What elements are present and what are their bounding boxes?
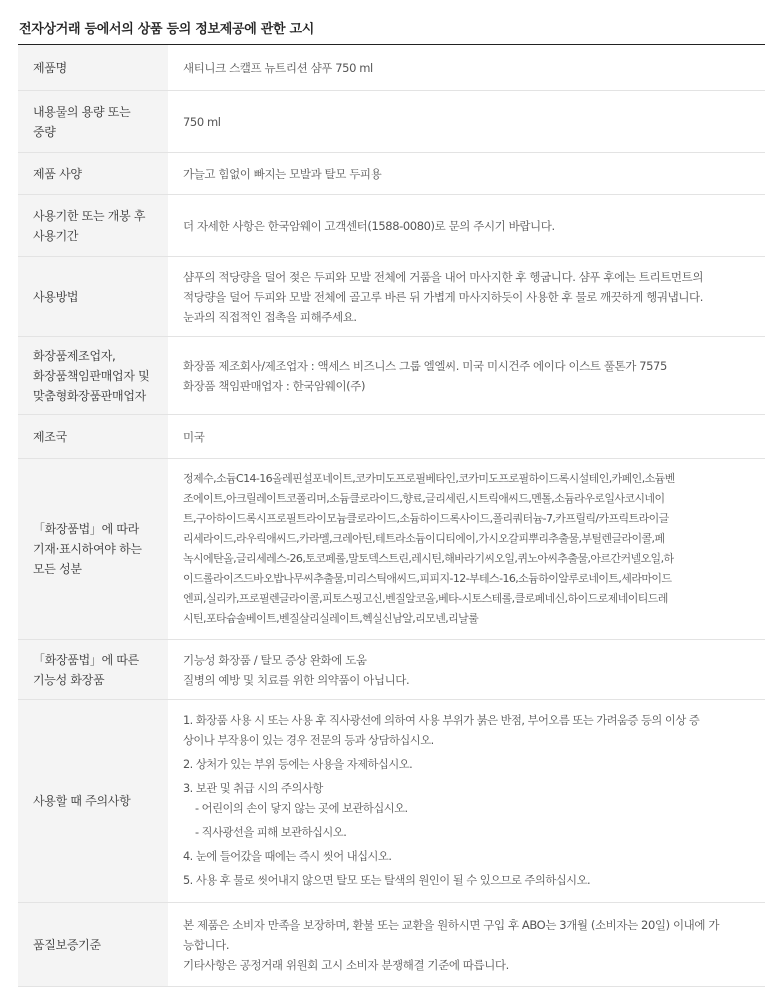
row-value [168, 903, 765, 986]
value-line: 시틴,포타슘솔베이트,벤질살리실레이트,헥실신남알,리모넨,리날룰 [183, 612, 479, 625]
value-line: 녹시에탄올,글리세레스-26,토코페롤,말토덱스트린,레시틴,해바라기씨오일,퀴노아씨추출물,아르간커넬오일,하 [183, 552, 674, 565]
row-value [168, 91, 765, 152]
value-line: 조에이트,아크릴레이트코폴리머,소듐클로라이드,향료,글리세린,시트릭애씨드,멘톨,소듐라우로일사코시네이 [183, 492, 665, 505]
row-label: 제조국 [18, 415, 168, 458]
value-line: 화장품 제조회사/제조업자 : 액세스 비즈니스 그룹 엘엘씨. 미국 미시건주 에이다 이스트 풀톤가 7575 [183, 358, 667, 373]
value-line: 이드롤라이즈드바오밥나무씨추출물,미리스틱애씨드,피피지-12-부테스-16,소듐하이알루로네이트,세라마이드 [183, 572, 672, 585]
value-line: 샴푸의 적당량을 덜어 젖은 두피와 모발 전체에 거품을 내어 마사지한 후 헹굽니다. 샴푸 후에는 트리트먼트의 [183, 269, 704, 284]
value-line: 새티니크 스캘프 뉴트리션 샴푸 750 ml [183, 60, 373, 75]
value-line: 눈과의 직접적인 접촉을 피해주세요. [183, 309, 357, 324]
row-value [168, 700, 765, 902]
row-value [168, 257, 765, 336]
table-row-precautions [18, 700, 765, 903]
page-title: 전자상거래 등에서의 상품 등의 정보제공에 관한 고시 [19, 22, 315, 37]
value-line: - 직사광선을 피해 보관하십시오. [195, 826, 347, 839]
value-line: 3. 보관 및 취급 시의 주의사항 [183, 782, 323, 795]
row-label: 내용물의 용량 또는 중량 [18, 91, 168, 152]
row-value [168, 45, 765, 90]
product-info-table [18, 44, 765, 987]
row-label: 품질보증기준 [18, 903, 168, 986]
value-line: 더 자세한 사항은 한국암웨이 고객센터(1588-0080)로 문의 주시기 바랍니다. [183, 218, 555, 233]
row-value [168, 415, 765, 458]
row-label: 제품 사양 [18, 153, 168, 194]
row-label: 사용할 때 주의사항 [18, 700, 168, 902]
value-line: 5. 사용 후 물로 씻어내지 않으면 탈모 또는 탈색의 원인이 될 수 있으므로 주의하십시오. [183, 874, 591, 887]
row-label: 사용방법 [18, 257, 168, 336]
table-row-usage [18, 257, 765, 337]
value-line: 기능성 화장품 / 탈모 증상 완화에 도움 [183, 652, 367, 667]
table-row-product-name [18, 45, 765, 91]
row-label: 사용기한 또는 개봉 후 사용기간 [18, 195, 168, 256]
value-line: 본 제품은 소비자 만족을 보장하며, 환불 또는 교환을 원하시면 구입 후 ABO는 3개월 (소비자는 20일) 이내에 가 [183, 917, 720, 932]
row-label: 제품명 [18, 45, 168, 90]
value-line: 트,구아하이드록시프로필트라이모늄클로라이드,소듐하이드록사이드,폴리쿼터늄-7,카프릴릭/카프릭트라이글 [183, 512, 669, 525]
value-line: 기타사항은 공정거래 위원회 고시 소비자 분쟁해결 기준에 따릅니다. [183, 957, 509, 972]
table-row-functional [18, 640, 765, 700]
table-row-spec [18, 153, 765, 195]
table-row-ingredients [18, 459, 765, 640]
table-row-quality [18, 903, 765, 987]
row-label: 「화장품법」에 따른 기능성 화장품 [18, 640, 168, 699]
table-row-expiry [18, 195, 765, 257]
table-row-manufacturer [18, 337, 765, 415]
value-line: - 어린이의 손이 닿지 않는 곳에 보관하십시오. [195, 802, 408, 815]
value-line: 리세라이드,라우릭애씨드,카라멜,크레아틴,테트라소듐이디티에이,가시오갈피뿌리추출물,부틸렌글라이콜,페 [183, 532, 665, 545]
value-line: 화장품 책임판매업자 : 한국암웨이(주) [183, 378, 366, 393]
value-line: 2. 상처가 있는 부위 등에는 사용을 자제하십시오. [183, 758, 413, 771]
value-line: 가늘고 힘없이 빠지는 모발과 탈모 두피용 [183, 166, 382, 181]
value-line: 1. 화장품 사용 시 또는 사용 후 직사광선에 의하여 사용 부위가 붉은 반점, 부어오름 또는 가려움증 등의 이상 증 [183, 714, 700, 727]
value-line: 정제수,소듐C14-16올레핀설포네이트,코카미도프로필베타인,코카미도프로필하이드록시설테인,카페인,소듐벤 [183, 472, 675, 485]
row-value [168, 459, 765, 639]
table-row-volume [18, 91, 765, 153]
value-line: 750 ml [183, 114, 221, 129]
value-line: 능합니다. [183, 937, 230, 952]
value-line: 4. 눈에 들어갔을 때에는 즉시 씻어 내십시오. [183, 850, 392, 863]
row-label: 「화장품법」에 따라 기재·표시하여야 하는 모든 성분 [18, 459, 168, 639]
value-line: 질병의 예방 및 치료를 위한 의약품이 아닙니다. [183, 672, 410, 687]
row-value [168, 337, 765, 414]
row-value [168, 195, 765, 256]
value-line: 적당량을 덜어 두피와 모발 전체에 골고루 바른 뒤 가볍게 마사지하듯이 사용한 후 물로 깨끗하게 헹궈냅니다. [183, 289, 704, 304]
value-line: 미국 [183, 429, 205, 444]
table-row-country [18, 415, 765, 459]
value-line: 상이나 부작용이 있는 경우 전문의 등과 상담하십시오. [183, 734, 434, 747]
row-value [168, 153, 765, 194]
row-label: 화장품제조업자, 화장품책임판매업자 및 맞춤형화장품판매업자 [18, 337, 168, 414]
value-line: 엔피,실리카,프로필렌글라이콜,피토스핑고신,벤질알코올,베타-시토스테롤,클로페네신,하이드로제네이티드레 [183, 592, 668, 605]
row-value [168, 640, 765, 699]
